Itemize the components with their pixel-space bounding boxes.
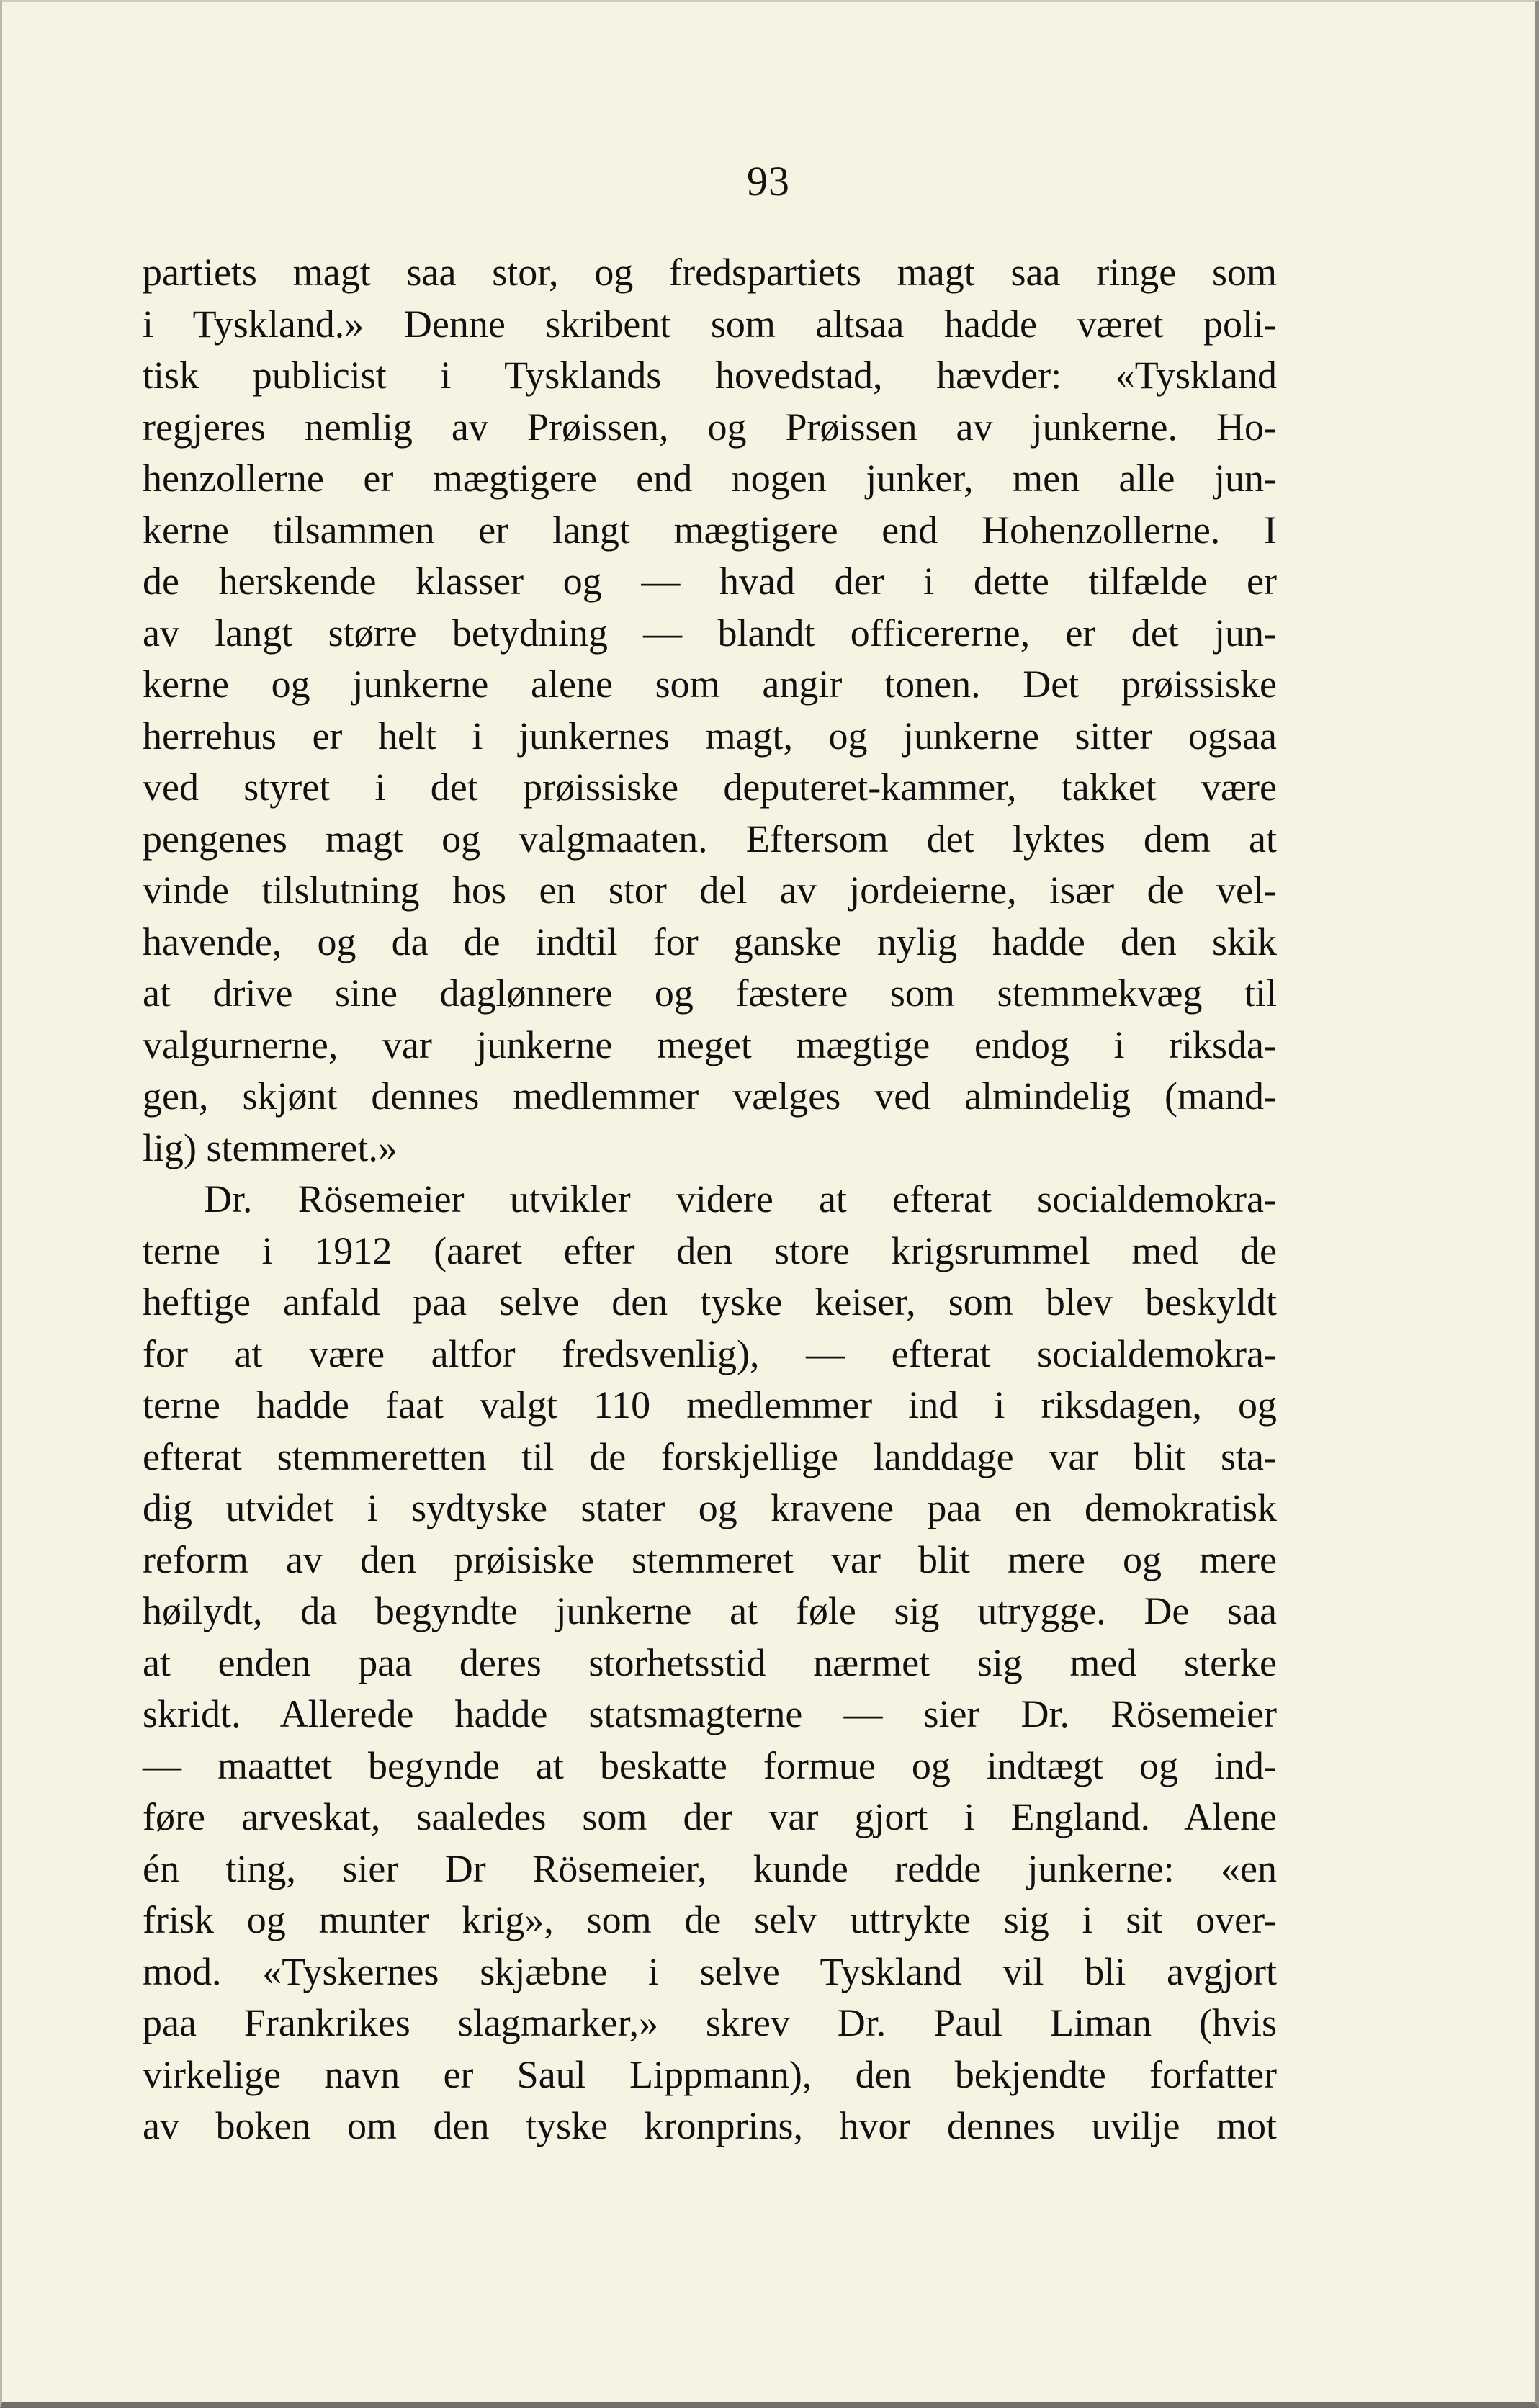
text-line: de herskende klasser og — hvad der i dette tilfælde er — [143, 560, 1277, 603]
paragraph-start-line: Dr. Rösemeier utvikler videre at efterat socialdemokra- — [204, 1177, 1277, 1221]
text-line: kerne og junkerne alene som angir tonen. Det prøissiske — [143, 662, 1277, 706]
body-text — [143, 247, 1277, 2152]
text-line: pengenes magt og valgmaaten. Eftersom det lyktes dem at — [143, 817, 1277, 861]
text-line: terne i 1912 (aaret efter den store krigsrummel med de — [143, 1228, 1277, 1272]
text-line: partiets magt saa stor, og fredspartiets magt saa ringe som — [143, 251, 1277, 294]
text-line: tisk publicist i Tysklands hovedstad, hævder: «Tyskland — [143, 354, 1277, 397]
text-line: regjeres nemlig av Prøissen, og Prøissen av junkerne. Ho- — [143, 405, 1277, 449]
page-number: 93 — [747, 158, 790, 205]
text-line: reform av den prøisiske stemmeret var blit mere og mere — [143, 1537, 1277, 1581]
text-line: føre arveskat, saaledes som der var gjort i England. Alene — [143, 1795, 1277, 1838]
text-line: ved styret i det prøissiske deputeret-kammer, takket være — [143, 765, 1277, 809]
text-line: virkelige navn er Saul Lippmann), den bekjendte forfatter — [143, 2052, 1277, 2096]
text-line: av langt større betydning — blandt officererne, er det jun- — [143, 611, 1277, 655]
text-line: av boken om den tyske kronprins, hvor dennes uvilje mot — [143, 2104, 1277, 2147]
text-line: mod. «Tyskernes skjæbne i selve Tyskland vil bli avgjort — [143, 1949, 1277, 1993]
text-line: valgurnerne, var junkerne meget mægtige endog i riksda- — [143, 1023, 1277, 1066]
text-line: terne hadde faat valgt 110 medlemmer ind i riksdagen, og — [143, 1383, 1277, 1427]
text-line: vinde tilslutning hos en stor del av jordeierne, især de vel- — [143, 868, 1277, 912]
text-line: henzollerne er mægtigere end nogen junker, men alle jun- — [143, 457, 1277, 500]
text-line: paa Frankrikes slagmarker,» skrev Dr. Paul Liman (hvis — [143, 2001, 1277, 2044]
text-line: efterat stemmeretten til de forskjellige landdage var blit sta- — [143, 1434, 1277, 1478]
text-line: i Tyskland.» Denne skribent som altsaa hadde været poli- — [143, 302, 1277, 346]
text-line: for at være altfor fredsvenlig), — efterat socialdemokra- — [143, 1331, 1277, 1375]
text-line: kerne tilsammen er langt mægtigere end Hohenzollerne. I — [143, 508, 1277, 552]
text-line: at drive sine daglønnere og fæstere som stemmekvæg til — [143, 971, 1277, 1015]
text-line: at enden paa deres storhetsstid nærmet sig med sterke — [143, 1640, 1277, 1684]
text-line: frisk og munter krig», som de selv uttrykte sig i sit over- — [143, 1898, 1277, 1941]
text-line: — maattet begynde at beskatte formue og indtægt og ind- — [143, 1743, 1277, 1787]
text-line: herrehus er helt i junkernes magt, og junkerne sitter ogsaa — [143, 714, 1277, 758]
text-line: havende, og da de indtil for ganske nylig hadde den skik — [143, 920, 1277, 963]
text-line: heftige anfald paa selve den tyske keiser, som blev beskyldt — [143, 1280, 1277, 1324]
text-line: høilydt, da begyndte junkerne at føle sig utrygge. De saa — [143, 1589, 1277, 1632]
text-line: skridt. Allerede hadde statsmagterne — sier Dr. Rösemeier — [143, 1692, 1277, 1735]
text-line: dig utvidet i sydtyske stater og kravene paa en demokratisk — [143, 1486, 1277, 1529]
paragraph-end-line: lig) stemmeret.» — [143, 1126, 398, 1169]
text-line: gen, skjønt dennes medlemmer vælges ved almindelig (mand- — [143, 1074, 1277, 1118]
text-line: én ting, sier Dr Rösemeier, kunde redde junkerne: «en — [143, 1846, 1277, 1890]
